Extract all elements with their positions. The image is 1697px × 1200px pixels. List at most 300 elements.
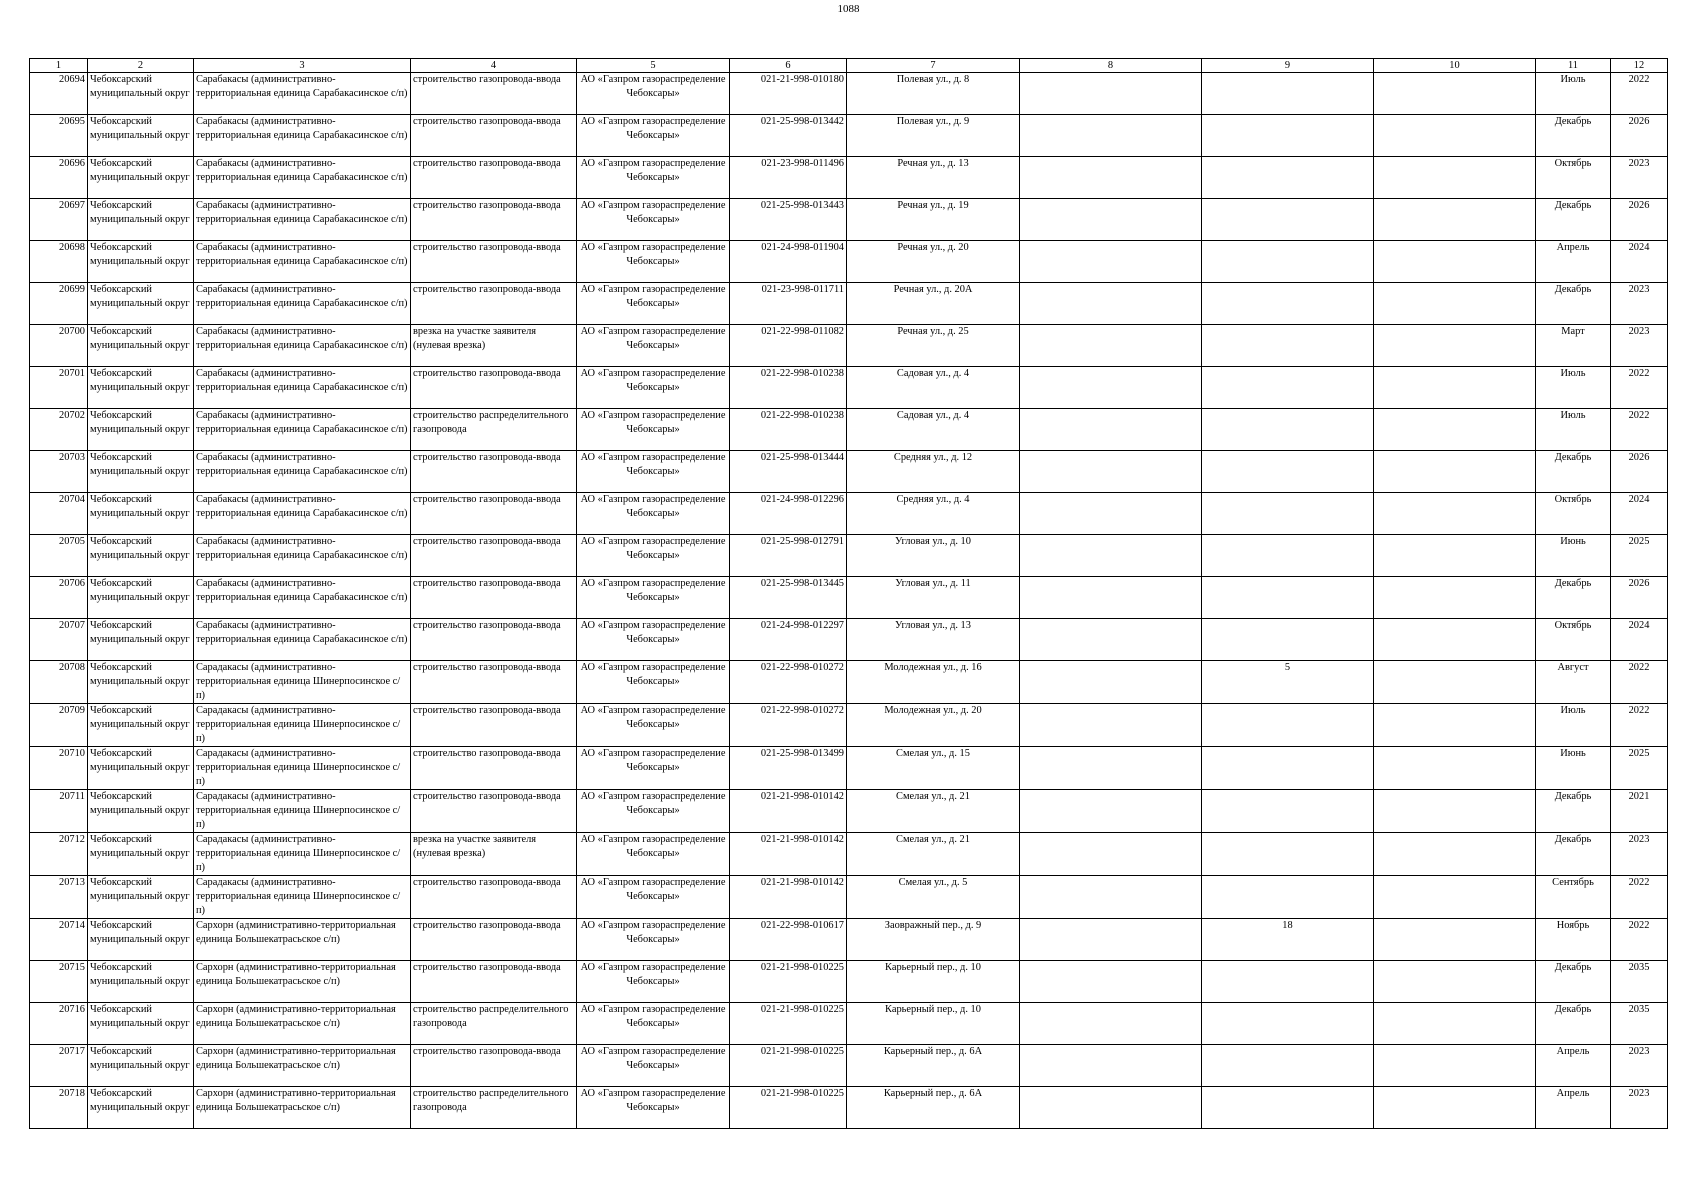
- table-row: [30, 157, 1668, 199]
- cell-municipality: Чебоксарский муниципальный округ: [88, 493, 194, 535]
- page-number: 1088: [837, 3, 860, 15]
- cell-month: Декабрь: [1536, 577, 1611, 619]
- cell-year: 2026: [1611, 577, 1668, 619]
- table-row: [30, 1087, 1668, 1129]
- cell-col-9: 18: [1202, 919, 1374, 961]
- table-header-row: [30, 59, 1668, 73]
- cell-row-number: 20702: [30, 409, 88, 451]
- column-header-3: 3: [194, 59, 411, 73]
- cell-col-8: [1020, 1087, 1202, 1129]
- data-table: [29, 58, 1668, 1129]
- cell-application-id: 021-25-998-013443: [730, 199, 847, 241]
- cell-month: Июль: [1536, 73, 1611, 115]
- cell-settlement: Сархорн (административно-территориальная единица Большекатрасьское с/п): [194, 1087, 411, 1129]
- cell-col-9: [1202, 833, 1374, 876]
- cell-address: Смелая ул., д. 21: [847, 790, 1020, 833]
- cell-col-10: [1374, 961, 1536, 1003]
- cell-settlement: Сарадакасы (административно-территориальная единица Шинерпосинское с/п): [194, 661, 411, 704]
- cell-row-number: 20697: [30, 199, 88, 241]
- cell-application-id: 021-22-998-010238: [730, 409, 847, 451]
- cell-work-type: строительство газопровода-ввода: [411, 199, 577, 241]
- cell-month: Апрель: [1536, 1087, 1611, 1129]
- cell-municipality: Чебоксарский муниципальный округ: [88, 325, 194, 367]
- cell-col-10: [1374, 661, 1536, 704]
- table-row: [30, 961, 1668, 1003]
- cell-row-number: 20703: [30, 451, 88, 493]
- cell-row-number: 20701: [30, 367, 88, 409]
- cell-organization: АО «Газпром газораспределение Чебоксары»: [577, 876, 730, 919]
- cell-address: Карьерный пер., д. 6А: [847, 1087, 1020, 1129]
- cell-municipality: Чебоксарский муниципальный округ: [88, 451, 194, 493]
- cell-address: Полевая ул., д. 9: [847, 115, 1020, 157]
- cell-address: Угловая ул., д. 13: [847, 619, 1020, 661]
- cell-application-id: 021-22-998-010272: [730, 661, 847, 704]
- cell-organization: АО «Газпром газораспределение Чебоксары»: [577, 790, 730, 833]
- cell-settlement: Сарабакасы (административно-территориальная единица Сарабакасинское с/п): [194, 535, 411, 577]
- cell-year: 2023: [1611, 1045, 1668, 1087]
- cell-settlement: Сарабакасы (административно-территориальная единица Сарабакасинское с/п): [194, 115, 411, 157]
- cell-row-number: 20716: [30, 1003, 88, 1045]
- column-header-10: 10: [1374, 59, 1536, 73]
- cell-col-10: [1374, 115, 1536, 157]
- cell-organization: АО «Газпром газораспределение Чебоксары»: [577, 451, 730, 493]
- cell-col-8: [1020, 577, 1202, 619]
- cell-work-type: строительство газопровода-ввода: [411, 790, 577, 833]
- column-header-12: 12: [1611, 59, 1668, 73]
- cell-address: Садовая ул., д. 4: [847, 409, 1020, 451]
- cell-organization: АО «Газпром газораспределение Чебоксары»: [577, 73, 730, 115]
- cell-month: Октябрь: [1536, 157, 1611, 199]
- cell-application-id: 021-25-998-013444: [730, 451, 847, 493]
- cell-settlement: Сархорн (административно-территориальная единица Большекатрасьское с/п): [194, 1003, 411, 1045]
- cell-organization: АО «Газпром газораспределение Чебоксары»: [577, 157, 730, 199]
- cell-col-8: [1020, 451, 1202, 493]
- cell-row-number: 20717: [30, 1045, 88, 1087]
- cell-application-id: 021-21-998-010225: [730, 1003, 847, 1045]
- cell-year: 2023: [1611, 283, 1668, 325]
- cell-row-number: 20706: [30, 577, 88, 619]
- cell-col-8: [1020, 283, 1202, 325]
- cell-application-id: 021-23-998-011711: [730, 283, 847, 325]
- cell-application-id: 021-22-998-011082: [730, 325, 847, 367]
- cell-col-8: [1020, 409, 1202, 451]
- cell-settlement: Сарабакасы (административно-территориальная единица Сарабакасинское с/п): [194, 325, 411, 367]
- cell-settlement: Сарабакасы (административно-территориальная единица Сарабакасинское с/п): [194, 241, 411, 283]
- cell-month: Июнь: [1536, 747, 1611, 790]
- cell-col-9: [1202, 790, 1374, 833]
- cell-row-number: 20694: [30, 73, 88, 115]
- cell-municipality: Чебоксарский муниципальный округ: [88, 115, 194, 157]
- cell-address: Средняя ул., д. 12: [847, 451, 1020, 493]
- cell-col-8: [1020, 73, 1202, 115]
- cell-month: Декабрь: [1536, 451, 1611, 493]
- cell-application-id: 021-21-998-010142: [730, 790, 847, 833]
- cell-work-type: строительство газопровода-ввода: [411, 115, 577, 157]
- cell-address: Угловая ул., д. 11: [847, 577, 1020, 619]
- table-row: [30, 619, 1668, 661]
- cell-col-10: [1374, 577, 1536, 619]
- cell-application-id: 021-22-998-010238: [730, 367, 847, 409]
- cell-address: Смелая ул., д. 21: [847, 833, 1020, 876]
- cell-row-number: 20696: [30, 157, 88, 199]
- cell-municipality: Чебоксарский муниципальный округ: [88, 747, 194, 790]
- cell-work-type: строительство газопровода-ввода: [411, 367, 577, 409]
- cell-col-9: [1202, 704, 1374, 747]
- cell-address: Заовражный пер., д. 9: [847, 919, 1020, 961]
- cell-municipality: Чебоксарский муниципальный округ: [88, 577, 194, 619]
- cell-col-9: [1202, 367, 1374, 409]
- cell-col-9: [1202, 535, 1374, 577]
- cell-row-number: 20715: [30, 961, 88, 1003]
- cell-col-9: [1202, 115, 1374, 157]
- cell-col-10: [1374, 367, 1536, 409]
- cell-col-8: [1020, 199, 1202, 241]
- cell-year: 2022: [1611, 919, 1668, 961]
- cell-col-8: [1020, 1003, 1202, 1045]
- cell-month: Декабрь: [1536, 115, 1611, 157]
- cell-col-9: [1202, 73, 1374, 115]
- cell-organization: АО «Газпром газораспределение Чебоксары»: [577, 283, 730, 325]
- table-row: [30, 747, 1668, 790]
- cell-municipality: Чебоксарский муниципальный округ: [88, 157, 194, 199]
- cell-municipality: Чебоксарский муниципальный округ: [88, 790, 194, 833]
- cell-work-type: строительство газопровода-ввода: [411, 704, 577, 747]
- cell-row-number: 20713: [30, 876, 88, 919]
- cell-work-type: строительство газопровода-ввода: [411, 73, 577, 115]
- cell-col-10: [1374, 619, 1536, 661]
- cell-work-type: строительство газопровода-ввода: [411, 157, 577, 199]
- cell-application-id: 021-21-998-010180: [730, 73, 847, 115]
- cell-address: Речная ул., д. 20А: [847, 283, 1020, 325]
- cell-organization: АО «Газпром газораспределение Чебоксары»: [577, 704, 730, 747]
- column-header-7: 7: [847, 59, 1020, 73]
- cell-col-9: [1202, 283, 1374, 325]
- cell-municipality: Чебоксарский муниципальный округ: [88, 535, 194, 577]
- cell-address: Садовая ул., д. 4: [847, 367, 1020, 409]
- cell-application-id: 021-22-998-010617: [730, 919, 847, 961]
- cell-address: Речная ул., д. 20: [847, 241, 1020, 283]
- cell-col-9: [1202, 961, 1374, 1003]
- cell-address: Средняя ул., д. 4: [847, 493, 1020, 535]
- cell-row-number: 20705: [30, 535, 88, 577]
- cell-col-9: [1202, 747, 1374, 790]
- cell-col-9: [1202, 157, 1374, 199]
- column-header-5: 5: [577, 59, 730, 73]
- cell-month: Декабрь: [1536, 283, 1611, 325]
- cell-work-type: строительство газопровода-ввода: [411, 619, 577, 661]
- cell-col-8: [1020, 747, 1202, 790]
- cell-address: Речная ул., д. 25: [847, 325, 1020, 367]
- cell-application-id: 021-24-998-012296: [730, 493, 847, 535]
- cell-organization: АО «Газпром газораспределение Чебоксары»: [577, 619, 730, 661]
- cell-row-number: 20699: [30, 283, 88, 325]
- cell-address: Речная ул., д. 13: [847, 157, 1020, 199]
- cell-col-8: [1020, 367, 1202, 409]
- cell-municipality: Чебоксарский муниципальный округ: [88, 241, 194, 283]
- cell-row-number: 20700: [30, 325, 88, 367]
- cell-address: Полевая ул., д. 8: [847, 73, 1020, 115]
- cell-col-8: [1020, 619, 1202, 661]
- cell-row-number: 20698: [30, 241, 88, 283]
- cell-settlement: Сархорн (административно-территориальная единица Большекатрасьское с/п): [194, 919, 411, 961]
- cell-col-8: [1020, 1045, 1202, 1087]
- cell-municipality: Чебоксарский муниципальный округ: [88, 961, 194, 1003]
- cell-year: 2024: [1611, 493, 1668, 535]
- cell-municipality: Чебоксарский муниципальный округ: [88, 1003, 194, 1045]
- cell-month: Сентябрь: [1536, 876, 1611, 919]
- cell-col-10: [1374, 535, 1536, 577]
- cell-col-8: [1020, 833, 1202, 876]
- cell-settlement: Сарабакасы (административно-территориальная единица Сарабакасинское с/п): [194, 619, 411, 661]
- cell-municipality: Чебоксарский муниципальный округ: [88, 619, 194, 661]
- cell-col-10: [1374, 704, 1536, 747]
- cell-col-9: [1202, 619, 1374, 661]
- table-row: [30, 409, 1668, 451]
- cell-col-8: [1020, 919, 1202, 961]
- cell-application-id: 021-23-998-011496: [730, 157, 847, 199]
- cell-col-8: [1020, 876, 1202, 919]
- cell-address: Молодежная ул., д. 20: [847, 704, 1020, 747]
- cell-year: 2026: [1611, 199, 1668, 241]
- cell-row-number: 20707: [30, 619, 88, 661]
- cell-work-type: строительство газопровода-ввода: [411, 241, 577, 283]
- cell-month: Октябрь: [1536, 619, 1611, 661]
- cell-application-id: 021-21-998-010142: [730, 833, 847, 876]
- cell-col-10: [1374, 747, 1536, 790]
- cell-month: Апрель: [1536, 1045, 1611, 1087]
- cell-month: Июль: [1536, 367, 1611, 409]
- cell-municipality: Чебоксарский муниципальный округ: [88, 1045, 194, 1087]
- table-row: [30, 283, 1668, 325]
- cell-month: Июль: [1536, 704, 1611, 747]
- cell-col-10: [1374, 1045, 1536, 1087]
- cell-organization: АО «Газпром газораспределение Чебоксары»: [577, 1045, 730, 1087]
- cell-municipality: Чебоксарский муниципальный округ: [88, 409, 194, 451]
- cell-row-number: 20711: [30, 790, 88, 833]
- cell-col-10: [1374, 790, 1536, 833]
- cell-year: 2021: [1611, 790, 1668, 833]
- cell-settlement: Сархорн (административно-территориальная единица Большекатрасьское с/п): [194, 961, 411, 1003]
- cell-municipality: Чебоксарский муниципальный округ: [88, 199, 194, 241]
- table-row: [30, 241, 1668, 283]
- table-row: [30, 73, 1668, 115]
- cell-year: 2023: [1611, 1087, 1668, 1129]
- cell-municipality: Чебоксарский муниципальный округ: [88, 283, 194, 325]
- cell-col-8: [1020, 961, 1202, 1003]
- cell-work-type: строительство газопровода-ввода: [411, 1045, 577, 1087]
- cell-month: Июнь: [1536, 535, 1611, 577]
- cell-address: Смелая ул., д. 15: [847, 747, 1020, 790]
- cell-organization: АО «Газпром газораспределение Чебоксары»: [577, 535, 730, 577]
- cell-organization: АО «Газпром газораспределение Чебоксары»: [577, 367, 730, 409]
- cell-col-10: [1374, 919, 1536, 961]
- cell-year: 2026: [1611, 115, 1668, 157]
- cell-settlement: Сарадакасы (административно-территориальная единица Шинерпосинское с/п): [194, 747, 411, 790]
- cell-year: 2035: [1611, 961, 1668, 1003]
- cell-month: Август: [1536, 661, 1611, 704]
- cell-month: Декабрь: [1536, 199, 1611, 241]
- cell-organization: АО «Газпром газораспределение Чебоксары»: [577, 577, 730, 619]
- cell-municipality: Чебоксарский муниципальный округ: [88, 1087, 194, 1129]
- cell-col-8: [1020, 493, 1202, 535]
- cell-col-10: [1374, 833, 1536, 876]
- cell-settlement: Сарабакасы (административно-территориальная единица Сарабакасинское с/п): [194, 409, 411, 451]
- cell-settlement: Сарадакасы (административно-территориальная единица Шинерпосинское с/п): [194, 790, 411, 833]
- cell-application-id: 021-21-998-010225: [730, 961, 847, 1003]
- cell-work-type: строительство газопровода-ввода: [411, 961, 577, 1003]
- cell-col-10: [1374, 1087, 1536, 1129]
- cell-work-type: строительство газопровода-ввода: [411, 919, 577, 961]
- cell-month: Декабрь: [1536, 790, 1611, 833]
- cell-application-id: 021-21-998-010225: [730, 1045, 847, 1087]
- table-row: [30, 1003, 1668, 1045]
- cell-col-9: [1202, 325, 1374, 367]
- cell-year: 2022: [1611, 661, 1668, 704]
- cell-row-number: 20704: [30, 493, 88, 535]
- cell-col-9: [1202, 199, 1374, 241]
- cell-organization: АО «Газпром газораспределение Чебоксары»: [577, 919, 730, 961]
- cell-month: Декабрь: [1536, 833, 1611, 876]
- column-header-4: 4: [411, 59, 577, 73]
- cell-work-type: строительство газопровода-ввода: [411, 283, 577, 325]
- cell-month: Декабрь: [1536, 961, 1611, 1003]
- cell-settlement: Сарабакасы (административно-территориальная единица Сарабакасинское с/п): [194, 451, 411, 493]
- cell-settlement: Сарадакасы (административно-территориальная единица Шинерпосинское с/п): [194, 833, 411, 876]
- table-row: [30, 919, 1668, 961]
- cell-address: Молодежная ул., д. 16: [847, 661, 1020, 704]
- cell-organization: АО «Газпром газораспределение Чебоксары»: [577, 241, 730, 283]
- cell-work-type: строительство газопровода-ввода: [411, 493, 577, 535]
- cell-row-number: 20708: [30, 661, 88, 704]
- cell-application-id: 021-25-998-013499: [730, 747, 847, 790]
- cell-col-8: [1020, 325, 1202, 367]
- table-row: [30, 199, 1668, 241]
- cell-col-9: 5: [1202, 661, 1374, 704]
- cell-work-type: строительство газопровода-ввода: [411, 535, 577, 577]
- cell-row-number: 20714: [30, 919, 88, 961]
- cell-settlement: Сарабакасы (административно-территориальная единица Сарабакасинское с/п): [194, 577, 411, 619]
- cell-work-type: строительство распределительного газопровода: [411, 1087, 577, 1129]
- column-header-1: 1: [30, 59, 88, 73]
- column-header-6: 6: [730, 59, 847, 73]
- cell-settlement: Сархорн (административно-территориальная единица Большекатрасьское с/п): [194, 1045, 411, 1087]
- cell-col-10: [1374, 73, 1536, 115]
- cell-address: Речная ул., д. 19: [847, 199, 1020, 241]
- cell-organization: АО «Газпром газораспределение Чебоксары»: [577, 833, 730, 876]
- cell-work-type: строительство распределительного газопровода: [411, 1003, 577, 1045]
- cell-municipality: Чебоксарский муниципальный округ: [88, 73, 194, 115]
- table-row: [30, 115, 1668, 157]
- cell-work-type: врезка на участке заявителя (нулевая врезка): [411, 325, 577, 367]
- cell-year: 2025: [1611, 535, 1668, 577]
- column-header-11: 11: [1536, 59, 1611, 73]
- cell-year: 2022: [1611, 704, 1668, 747]
- cell-year: 2022: [1611, 876, 1668, 919]
- cell-organization: АО «Газпром газораспределение Чебоксары»: [577, 325, 730, 367]
- cell-organization: АО «Газпром газораспределение Чебоксары»: [577, 493, 730, 535]
- cell-address: Смелая ул., д. 5: [847, 876, 1020, 919]
- cell-col-9: [1202, 577, 1374, 619]
- cell-organization: АО «Газпром газораспределение Чебоксары»: [577, 409, 730, 451]
- cell-col-9: [1202, 1045, 1374, 1087]
- cell-organization: АО «Газпром газораспределение Чебоксары»: [577, 1087, 730, 1129]
- cell-application-id: 021-24-998-012297: [730, 619, 847, 661]
- cell-organization: АО «Газпром газораспределение Чебоксары»: [577, 747, 730, 790]
- cell-col-10: [1374, 199, 1536, 241]
- cell-work-type: строительство газопровода-ввода: [411, 876, 577, 919]
- cell-work-type: строительство распределительного газопровода: [411, 409, 577, 451]
- cell-col-10: [1374, 325, 1536, 367]
- cell-organization: АО «Газпром газораспределение Чебоксары»: [577, 115, 730, 157]
- cell-col-10: [1374, 451, 1536, 493]
- cell-year: 2023: [1611, 157, 1668, 199]
- table-row: [30, 535, 1668, 577]
- cell-settlement: Сарабакасы (административно-территориальная единица Сарабакасинское с/п): [194, 367, 411, 409]
- cell-col-10: [1374, 493, 1536, 535]
- cell-organization: АО «Газпром газораспределение Чебоксары»: [577, 1003, 730, 1045]
- cell-year: 2026: [1611, 451, 1668, 493]
- cell-month: Июль: [1536, 409, 1611, 451]
- cell-settlement: Сарабакасы (административно-территориальная единица Сарабакасинское с/п): [194, 199, 411, 241]
- cell-application-id: 021-21-998-010225: [730, 1087, 847, 1129]
- cell-year: 2024: [1611, 619, 1668, 661]
- cell-month: Октябрь: [1536, 493, 1611, 535]
- cell-application-id: 021-22-998-010272: [730, 704, 847, 747]
- cell-year: 2023: [1611, 833, 1668, 876]
- cell-organization: АО «Газпром газораспределение Чебоксары»: [577, 961, 730, 1003]
- cell-year: 2035: [1611, 1003, 1668, 1045]
- cell-work-type: строительство газопровода-ввода: [411, 451, 577, 493]
- cell-application-id: 021-25-998-013445: [730, 577, 847, 619]
- cell-municipality: Чебоксарский муниципальный округ: [88, 704, 194, 747]
- table-row: [30, 661, 1668, 704]
- cell-organization: АО «Газпром газораспределение Чебоксары»: [577, 661, 730, 704]
- cell-year: 2022: [1611, 409, 1668, 451]
- cell-col-8: [1020, 535, 1202, 577]
- cell-col-9: [1202, 1087, 1374, 1129]
- cell-col-10: [1374, 876, 1536, 919]
- cell-year: 2022: [1611, 367, 1668, 409]
- cell-col-9: [1202, 1003, 1374, 1045]
- cell-settlement: Сарабакасы (административно-территориальная единица Сарабакасинское с/п): [194, 157, 411, 199]
- cell-municipality: Чебоксарский муниципальный округ: [88, 661, 194, 704]
- cell-year: 2023: [1611, 325, 1668, 367]
- column-header-9: 9: [1202, 59, 1374, 73]
- cell-settlement: Сарабакасы (административно-территориальная единица Сарабакасинское с/п): [194, 73, 411, 115]
- table-row: [30, 790, 1668, 833]
- cell-municipality: Чебоксарский муниципальный округ: [88, 919, 194, 961]
- cell-year: 2025: [1611, 747, 1668, 790]
- cell-col-8: [1020, 790, 1202, 833]
- column-header-2: 2: [88, 59, 194, 73]
- cell-col-9: [1202, 493, 1374, 535]
- table-row: [30, 704, 1668, 747]
- cell-col-10: [1374, 283, 1536, 325]
- cell-col-8: [1020, 241, 1202, 283]
- cell-work-type: строительство газопровода-ввода: [411, 747, 577, 790]
- table-row: [30, 833, 1668, 876]
- cell-col-9: [1202, 409, 1374, 451]
- cell-col-10: [1374, 1003, 1536, 1045]
- table-row: [30, 493, 1668, 535]
- cell-application-id: 021-25-998-012791: [730, 535, 847, 577]
- cell-col-8: [1020, 704, 1202, 747]
- table-row: [30, 451, 1668, 493]
- cell-year: 2022: [1611, 73, 1668, 115]
- cell-col-10: [1374, 241, 1536, 283]
- cell-application-id: 021-24-998-011904: [730, 241, 847, 283]
- cell-address: Карьерный пер., д. 6А: [847, 1045, 1020, 1087]
